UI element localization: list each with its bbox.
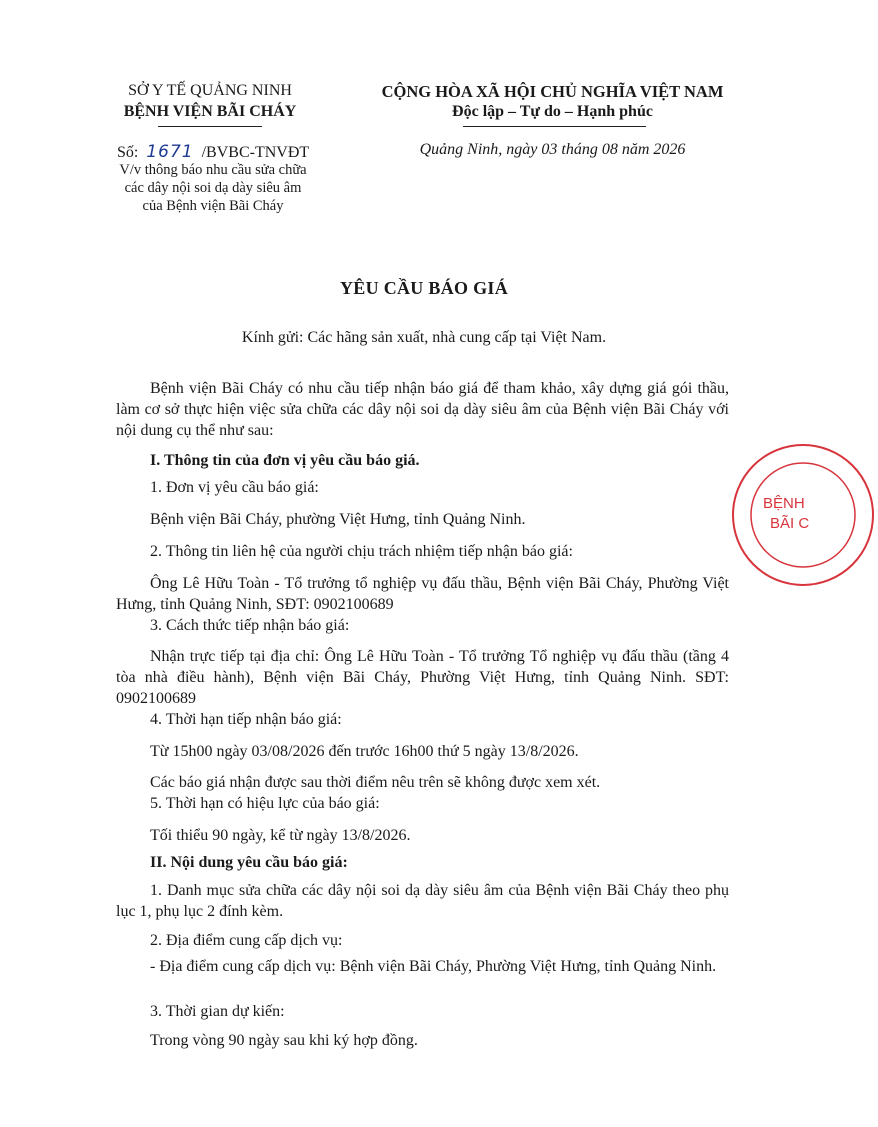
section1-item2-label: 2. Thông tin liên hệ của người chịu trách nhiệm tiếp nhận báo giá: [150, 543, 573, 560]
document-number [117, 142, 309, 162]
section2-item1: 1. Danh mục sửa chữa các dây nội soi dạ dày siêu âm của Bệnh viện Bãi Cháy theo phụ lục 1, phụ lục 2 đính kèm. [116, 882, 729, 920]
document-title: YÊU CẦU BÁO GIÁ [339, 278, 508, 298]
organization-line2: BỆNH VIỆN BÃI CHÁY [123, 103, 297, 120]
section1-item4-value2: Các báo giá nhận được sau thời điểm nêu trên sẽ không được xem xét. [150, 774, 601, 791]
section1-item4-label: 4. Thời hạn tiếp nhận báo giá: [150, 711, 342, 728]
nation-line1: CỘNG HÒA XÃ HỘI CHỦ NGHĨA VIỆT NAM [381, 82, 724, 101]
recipient-line: Kính gửi: Các hãng sản xuất, nhà cung cấp tại Việt Nam. [241, 329, 607, 346]
section1-heading: I. Thông tin của đơn vị yêu cầu báo giá. [150, 452, 420, 469]
stamp-text-line2: BÃI C [770, 515, 810, 532]
section2-heading: II. Nội dung yêu cầu báo giá: [150, 854, 348, 871]
nation-line2: Độc lập – Tự do – Hạnh phúc [452, 103, 653, 120]
section1-item3-label: 3. Cách thức tiếp nhận báo giá: [150, 617, 350, 634]
handwritten-number: 1671 [146, 142, 194, 162]
document-date: Quảng Ninh, ngày 03 tháng 08 năm 2026 [419, 141, 686, 158]
document-number-suffix: /BVBC-TNVĐT [201, 144, 310, 161]
section1-item3-value: Nhận trực tiếp tại địa chỉ: Ông Lê Hữu Toàn - Tổ trưởng Tổ nghiệp vụ đấu thầu (tầng 4 tòa nhà điều hành), Bệnh viện Bãi Cháy, Phường Việt Hưng, tỉnh Quảng Ninh. SĐT: 0902100689 [116, 648, 729, 707]
document-subject: V/v thông báo nhu cầu sửa chữa các dây nội soi dạ dày siêu âm của Bệnh viện Bãi Cháy [119, 162, 307, 214]
intro-paragraph: Bệnh viện Bãi Cháy có nhu cầu tiếp nhận báo giá để tham khảo, xây dựng giá gói thầu, làm cơ sở thực hiện việc sửa chữa các dây nội soi dạ dày siêu âm của Bệnh viện Bãi Cháy với nội dung cụ thể như sau: [116, 380, 729, 439]
section1-item2-value: Ông Lê Hữu Toàn - Tổ trưởng tổ nghiệp vụ đấu thầu, Bệnh viện Bãi Cháy, Phường Việt Hưng, tỉnh Quảng Ninh, SĐT: 0902100689 [116, 575, 729, 613]
org-underline [158, 126, 262, 127]
section1-item5-value: Tối thiểu 90 ngày, kể từ ngày 13/8/2026. [150, 827, 411, 844]
stamp-text-line1: BỆNH [763, 495, 805, 512]
document-number-prefix: Số: [117, 144, 139, 161]
section1-item4-value1: Từ 15h00 ngày 03/08/2026 đến trước 16h00 thứ 5 ngày 13/8/2026. [150, 743, 579, 760]
section1-item1-value: Bệnh viện Bãi Cháy, phường Việt Hưng, tỉnh Quảng Ninh. [150, 511, 526, 528]
organization-line1: SỞ Y TẾ QUẢNG NINH [128, 82, 292, 99]
section2-item2-label: 2. Địa điểm cung cấp dịch vụ: [150, 932, 343, 949]
section2-item3-value: Trong vòng 90 ngày sau khi ký hợp đồng. [150, 1032, 418, 1049]
nation-underline [463, 126, 646, 127]
section2-item2-value: - Địa điểm cung cấp dịch vụ: Bệnh viện Bãi Cháy, Phường Việt Hưng, tỉnh Quảng Ninh. [150, 958, 717, 975]
official-stamp [728, 440, 878, 590]
section2-item3-label: 3. Thời gian dự kiến: [150, 1003, 285, 1020]
section1-item5-label: 5. Thời hạn có hiệu lực của báo giá: [150, 795, 380, 812]
section1-item1-label: 1. Đơn vị yêu cầu báo giá: [150, 479, 319, 496]
